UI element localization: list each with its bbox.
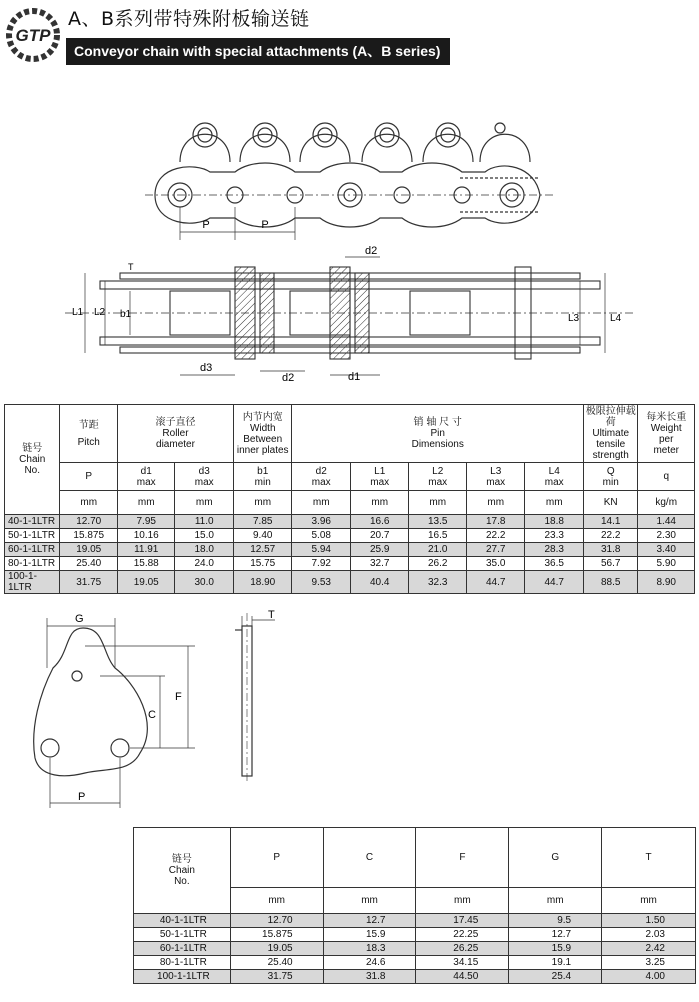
cell-value: 12.57 [233, 543, 292, 557]
cell-value: 7.95 [117, 515, 175, 529]
cell-value: 16.6 [350, 515, 409, 529]
cell-value: 5.90 [638, 557, 695, 571]
cell-value: 1.50 [602, 914, 696, 928]
text-unit-mm: mm [466, 491, 525, 515]
cell-value: 56.7 [583, 557, 637, 571]
cell-chain-no: 60-1-1LTR [134, 942, 231, 956]
dim-T: T [128, 262, 134, 272]
text-w-cn: 每米长重 [646, 411, 687, 423]
text-b1-sym: b1 [257, 465, 269, 477]
text-chain-no: No. [24, 465, 41, 476]
text-q-en3: strength [592, 450, 629, 461]
cell-value: 3.25 [602, 956, 696, 970]
cell-value: 36.5 [525, 557, 584, 571]
text-L3-sym: L3 [490, 465, 502, 477]
cell-value: 18.0 [175, 543, 234, 557]
sym-L4 [525, 463, 584, 491]
cell-value: 19.05 [230, 942, 323, 956]
cell-value: 40.4 [350, 571, 409, 594]
attachment-plate-diagram [20, 608, 300, 818]
text-Q-sym: Q [606, 465, 615, 477]
text-unit-kgm: kg/m [638, 491, 695, 515]
text-width-en1: Width [249, 422, 276, 434]
text-q-cn: 极限拉伸载荷 [585, 406, 636, 428]
cell-value: 15.0 [175, 529, 234, 543]
cell-value: 30.0 [175, 571, 234, 594]
dim-G: G [75, 613, 84, 625]
table-row [134, 970, 696, 984]
text-roller-en1: Roller [162, 428, 189, 439]
cell-value: 12.7 [509, 928, 602, 942]
dim-L2: L2 [94, 307, 106, 318]
cell-chain-no: 50-1-1LTR [134, 928, 231, 942]
cell-value: 11.91 [117, 543, 175, 557]
cell-value: 15.9 [509, 942, 602, 956]
cell-chain-no: 100-1-1LTR [134, 970, 231, 984]
sym-d2 [292, 463, 351, 491]
header-pitch [60, 405, 118, 463]
cell-value: 2.30 [638, 529, 695, 543]
cell-value: 24.0 [175, 557, 234, 571]
text-Q-sub: min [602, 476, 619, 488]
cell-value: 5.08 [292, 529, 351, 543]
text-pin-cn: 销 轴 尺 寸 [413, 417, 462, 428]
header-pin [292, 405, 584, 463]
pitch-label-1: P [202, 219, 210, 231]
text-q-en1: Ultimate [592, 428, 630, 439]
sym-b1 [233, 463, 292, 491]
cell-value: 12.7 [323, 914, 416, 928]
sym-Q [583, 463, 637, 491]
cell-chain-no: 80-1-1LTR [134, 956, 231, 970]
text-pin-en2: Dimensions [411, 439, 464, 450]
text-L2-sym: L2 [432, 465, 444, 477]
dim-L4: L4 [610, 313, 622, 324]
text-unit-mm: mm [409, 491, 467, 515]
t2-header-C: C [323, 828, 416, 888]
pitch-label-2: P [261, 219, 269, 231]
page-title-cn: A、B系列带特殊附板输送链 [68, 8, 310, 30]
cell-value: 32.7 [350, 557, 409, 571]
cell-value: 32.3 [409, 571, 467, 594]
dim-L3: L3 [568, 313, 580, 324]
text-L4-sub: max [544, 476, 564, 488]
sym-L1 [350, 463, 409, 491]
text-unit: mm [323, 888, 416, 914]
chain-top-section-diagram [60, 243, 640, 393]
cell-value: 27.7 [466, 543, 525, 557]
sym-P: P [60, 463, 118, 491]
cell-value: 4.00 [602, 970, 696, 984]
text-b1-sub: min [254, 476, 271, 488]
cell-value: 15.88 [117, 557, 175, 571]
cell-value: 20.7 [350, 529, 409, 543]
cell-value: 19.05 [60, 543, 118, 557]
cell-value: 19.1 [509, 956, 602, 970]
cell-value: 9.53 [292, 571, 351, 594]
sym-q: q [638, 463, 695, 491]
cell-value: 15.9 [323, 928, 416, 942]
table-row [5, 557, 695, 571]
cell-value: 12.70 [230, 914, 323, 928]
text-unit-mm: mm [175, 491, 234, 515]
text-roller-cn: 滚子直径 [155, 417, 196, 428]
table-row [5, 543, 695, 557]
text-d1-sub: max [136, 476, 156, 488]
dim-d1: d1 [348, 371, 361, 383]
cell-value: 16.5 [409, 529, 467, 543]
header-chain-no [5, 405, 60, 515]
t2-header-chain [134, 828, 231, 914]
text-q-en2: tensile [596, 439, 626, 450]
cell-chain-no: 40-1-1LTR [134, 914, 231, 928]
cell-chain-no: 40-1-1LTR [5, 515, 60, 529]
cell-value: 13.5 [409, 515, 467, 529]
dim-T-plate: T [268, 609, 275, 621]
dim-d3: d3 [200, 362, 213, 374]
cell-value: 3.96 [292, 515, 351, 529]
cell-value: 31.75 [230, 970, 323, 984]
sym-d1 [117, 463, 175, 491]
text-chain-en: Chain [168, 865, 195, 876]
cell-value: 17.45 [416, 914, 509, 928]
table-row [134, 956, 696, 970]
cell-value: 35.0 [466, 557, 525, 571]
cell-value: 2.42 [602, 942, 696, 956]
dim-L1: L1 [72, 307, 84, 318]
text-chain-cn: 链号 [171, 854, 192, 865]
text-L1-sub: max [370, 476, 390, 488]
cell-value: 25.9 [350, 543, 409, 557]
text-L1-sym: L1 [374, 465, 386, 477]
cell-value: 22.25 [416, 928, 509, 942]
page-title-en: Conveyor chain with special attachments (A、B series) [66, 38, 450, 65]
cell-value: 23.3 [525, 529, 584, 543]
cell-chain-no: 50-1-1LTR [5, 529, 60, 543]
sym-L2 [409, 463, 467, 491]
gtp-logo [4, 6, 62, 64]
dim-d2-bottom: d2 [282, 372, 295, 384]
cell-value: 25.40 [230, 956, 323, 970]
text-unit-mm: mm [525, 491, 584, 515]
cell-value: 26.25 [416, 942, 509, 956]
attachment-dimensions-table [133, 827, 696, 984]
cell-value: 9.40 [233, 529, 292, 543]
text-w-en2: per [658, 433, 674, 445]
header-roller [117, 405, 233, 463]
dim-P: P [78, 791, 86, 803]
cell-value: 44.7 [525, 571, 584, 594]
cell-value: 15.75 [233, 557, 292, 571]
cell-value: 31.75 [60, 571, 118, 594]
dim-b1: b1 [120, 309, 132, 320]
cell-value: 15.875 [230, 928, 323, 942]
table-row [134, 914, 696, 928]
logo-text: GTP [15, 26, 51, 45]
header-width [233, 405, 292, 463]
text-L4-sym: L4 [548, 465, 560, 477]
text-chain-cn: 链号 [22, 443, 43, 454]
text-unit-mm: mm [60, 491, 118, 515]
cell-value: 9.5 [509, 914, 602, 928]
cell-value: 15.875 [60, 529, 118, 543]
cell-value: 31.8 [323, 970, 416, 984]
text-unit-kn: KN [583, 491, 637, 515]
cell-value: 12.70 [60, 515, 118, 529]
cell-chain-no: 80-1-1LTR [5, 557, 60, 571]
text-width-en2: Between [243, 433, 283, 445]
cell-value: 25.4 [509, 970, 602, 984]
cell-value: 34.15 [416, 956, 509, 970]
table-row [5, 515, 695, 529]
text-w-en1: Weight [650, 422, 682, 434]
text-pin-en1: Pin [430, 428, 445, 439]
cell-value: 18.90 [233, 571, 292, 594]
text-unit-mm: mm [233, 491, 292, 515]
cell-value: 1.44 [638, 515, 695, 529]
cell-value: 2.03 [602, 928, 696, 942]
text-unit: mm [230, 888, 323, 914]
cell-value: 14.1 [583, 515, 637, 529]
header-weight [638, 405, 695, 463]
text-w-en3: meter [653, 444, 679, 456]
text-d1-sym: d1 [140, 465, 152, 477]
table-row [134, 942, 696, 956]
cell-chain-no: 60-1-1LTR [5, 543, 60, 557]
cell-value: 28.3 [525, 543, 584, 557]
cell-value: 8.90 [638, 571, 695, 594]
cell-chain-no: 100-1-1LTR [5, 571, 60, 594]
text-width-cn: 内节内宽 [242, 411, 283, 423]
text-pitch-cn: 节距 [78, 419, 99, 431]
t2-header-T: T [602, 828, 696, 888]
text-L3-sub: max [486, 476, 506, 488]
cell-value: 31.8 [583, 543, 637, 557]
cell-value: 24.6 [323, 956, 416, 970]
cell-value: 19.05 [117, 571, 175, 594]
t2-header-F: F [416, 828, 509, 888]
table-row [134, 928, 696, 942]
t2-header-P: P [230, 828, 323, 888]
cell-value: 88.5 [583, 571, 637, 594]
text-unit: mm [602, 888, 696, 914]
dim-d2-top: d2 [365, 245, 378, 257]
text-unit: mm [416, 888, 509, 914]
table-row [5, 529, 695, 543]
chain-side-view-diagram [140, 100, 560, 245]
cell-value: 7.92 [292, 557, 351, 571]
text-pitch-en: Pitch [77, 436, 100, 448]
cell-value: 44.7 [466, 571, 525, 594]
dim-F: F [175, 691, 182, 703]
text-chain-en: Chain [19, 454, 46, 465]
t2-header-G: G [509, 828, 602, 888]
text-d3-sub: max [194, 476, 214, 488]
text-unit-mm: mm [117, 491, 175, 515]
text-unit-mm: mm [292, 491, 351, 515]
dim-C: C [148, 709, 156, 721]
cell-value: 44.50 [416, 970, 509, 984]
text-unit-mm: mm [350, 491, 409, 515]
text-chain-no: No. [174, 876, 190, 887]
cell-value: 17.8 [466, 515, 525, 529]
table-row [5, 571, 695, 594]
cell-value: 26.2 [409, 557, 467, 571]
cell-value: 11.0 [175, 515, 234, 529]
sym-L3 [466, 463, 525, 491]
cell-value: 22.2 [466, 529, 525, 543]
cell-value: 21.0 [409, 543, 467, 557]
cell-value: 5.94 [292, 543, 351, 557]
chain-dimensions-table [4, 404, 695, 594]
cell-value: 25.40 [60, 557, 118, 571]
text-unit: mm [509, 888, 602, 914]
text-L2-sub: max [428, 476, 448, 488]
text-d2-sub: max [311, 476, 331, 488]
cell-value: 18.8 [525, 515, 584, 529]
cell-value: 10.16 [117, 529, 175, 543]
text-d2-sym: d2 [315, 465, 327, 477]
cell-value: 22.2 [583, 529, 637, 543]
text-width-en3: inner plates [236, 444, 289, 456]
cell-value: 3.40 [638, 543, 695, 557]
cell-value: 7.85 [233, 515, 292, 529]
cell-value: 18.3 [323, 942, 416, 956]
header-ultimate [583, 405, 637, 463]
sym-d3 [175, 463, 234, 491]
text-d3-sym: d3 [198, 465, 210, 477]
text-roller-en2: diameter [156, 439, 195, 450]
page-header [0, 0, 699, 64]
